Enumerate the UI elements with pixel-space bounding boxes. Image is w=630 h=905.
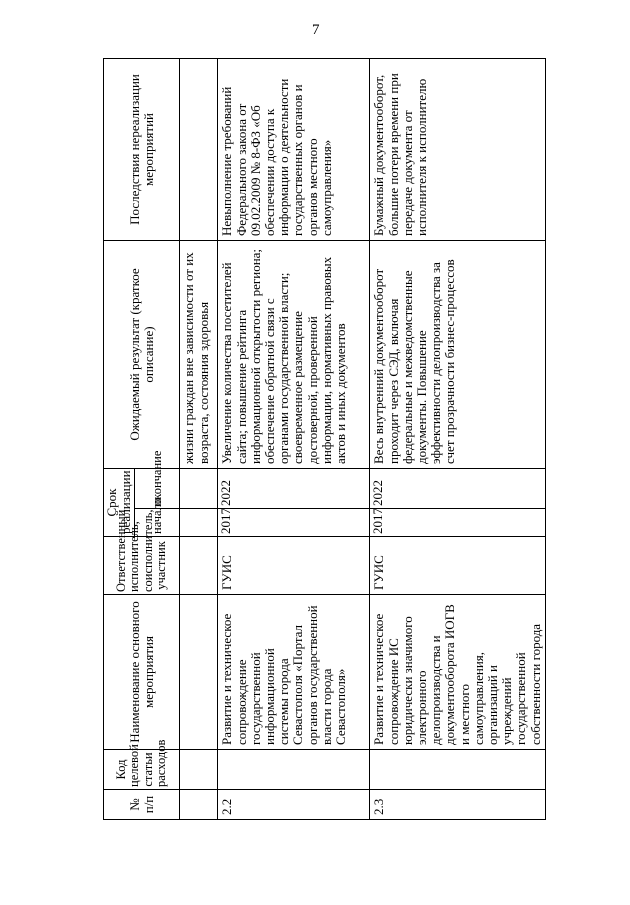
cell-result: жизни граждан вне зависимости от их возраста, состояния здоровья <box>180 241 218 469</box>
header-name: Наименование основного мероприятия <box>104 595 180 750</box>
header-code: Код целевой статьи расходов <box>104 750 180 790</box>
header-result: Ожидаемый результат (краткое описание) <box>104 241 180 469</box>
cell-num: 2.3 <box>370 790 545 820</box>
header-period: Срок реализации <box>104 469 135 537</box>
cell-name: Развитие и техническое сопровождение ИС юридически значимого электронного делопроизводства и документооборота ИОГВ и местного самоуправления, организаций и учреждений государственной собственности города <box>370 595 545 750</box>
table-row <box>180 59 218 820</box>
cell-code <box>218 750 370 790</box>
cell-start: 2017 <box>218 509 370 537</box>
cell-code <box>180 750 218 790</box>
header-num: № п/п <box>104 790 180 820</box>
cell-result: Весь внутренний документооборот проходит через СЭД, включая федеральные и межведомственные документы. Повышение эффективности делопроизводства за счет прозрачности бизнес-процессов <box>370 241 545 469</box>
cell-consequences <box>180 59 218 241</box>
table-row <box>218 59 370 820</box>
cell-consequences: Бумажный документооборот, большие потери времени при передаче документа от исполнителя к исполнителю <box>370 59 545 241</box>
cell-end: 2022 <box>218 469 370 509</box>
cell-responsible: ГУИС <box>218 537 370 595</box>
cell-consequences: Невыполнение требований Федерального закона от 09.02.2009 № 8-ФЗ «Об обеспечении доступа к информации о деятельности государственных органов и органов местного самоуправления» <box>218 59 370 241</box>
cell-name: Развитие и техническое сопровождение государственной информационной системы города Севастополя «Портал органов государственной власти города Севастополя» <box>218 595 370 750</box>
cell-end: 2022 <box>370 469 545 509</box>
header-responsible: Ответственный исполнитель, соисполнитель, участник <box>104 537 180 595</box>
cell-result: Увеличение количества посетителей сайта; повышение рейтинга информационной открытости региона; обеспечение обратной связи с органами государственной власти; своевременное размещение достоверной, проверенной информации, нормативных правовых актов и иных документов <box>218 241 370 469</box>
table-row <box>370 59 545 820</box>
cell-name <box>180 595 218 750</box>
cell-num <box>180 790 218 820</box>
page-number: 7 <box>312 22 320 38</box>
header-consequences: Последствия нереализации мероприятий <box>104 59 180 241</box>
cell-num: 2.2 <box>218 790 370 820</box>
activities-table <box>103 58 546 820</box>
cell-end <box>180 469 218 509</box>
cell-start <box>180 509 218 537</box>
cell-code <box>370 750 545 790</box>
cell-responsible <box>180 537 218 595</box>
header-start: начало <box>135 509 180 537</box>
header-end: окончание <box>135 469 180 509</box>
cell-start: 2017 <box>370 509 545 537</box>
cell-responsible: ГУИС <box>370 537 545 595</box>
rotated-table-container <box>103 59 543 820</box>
